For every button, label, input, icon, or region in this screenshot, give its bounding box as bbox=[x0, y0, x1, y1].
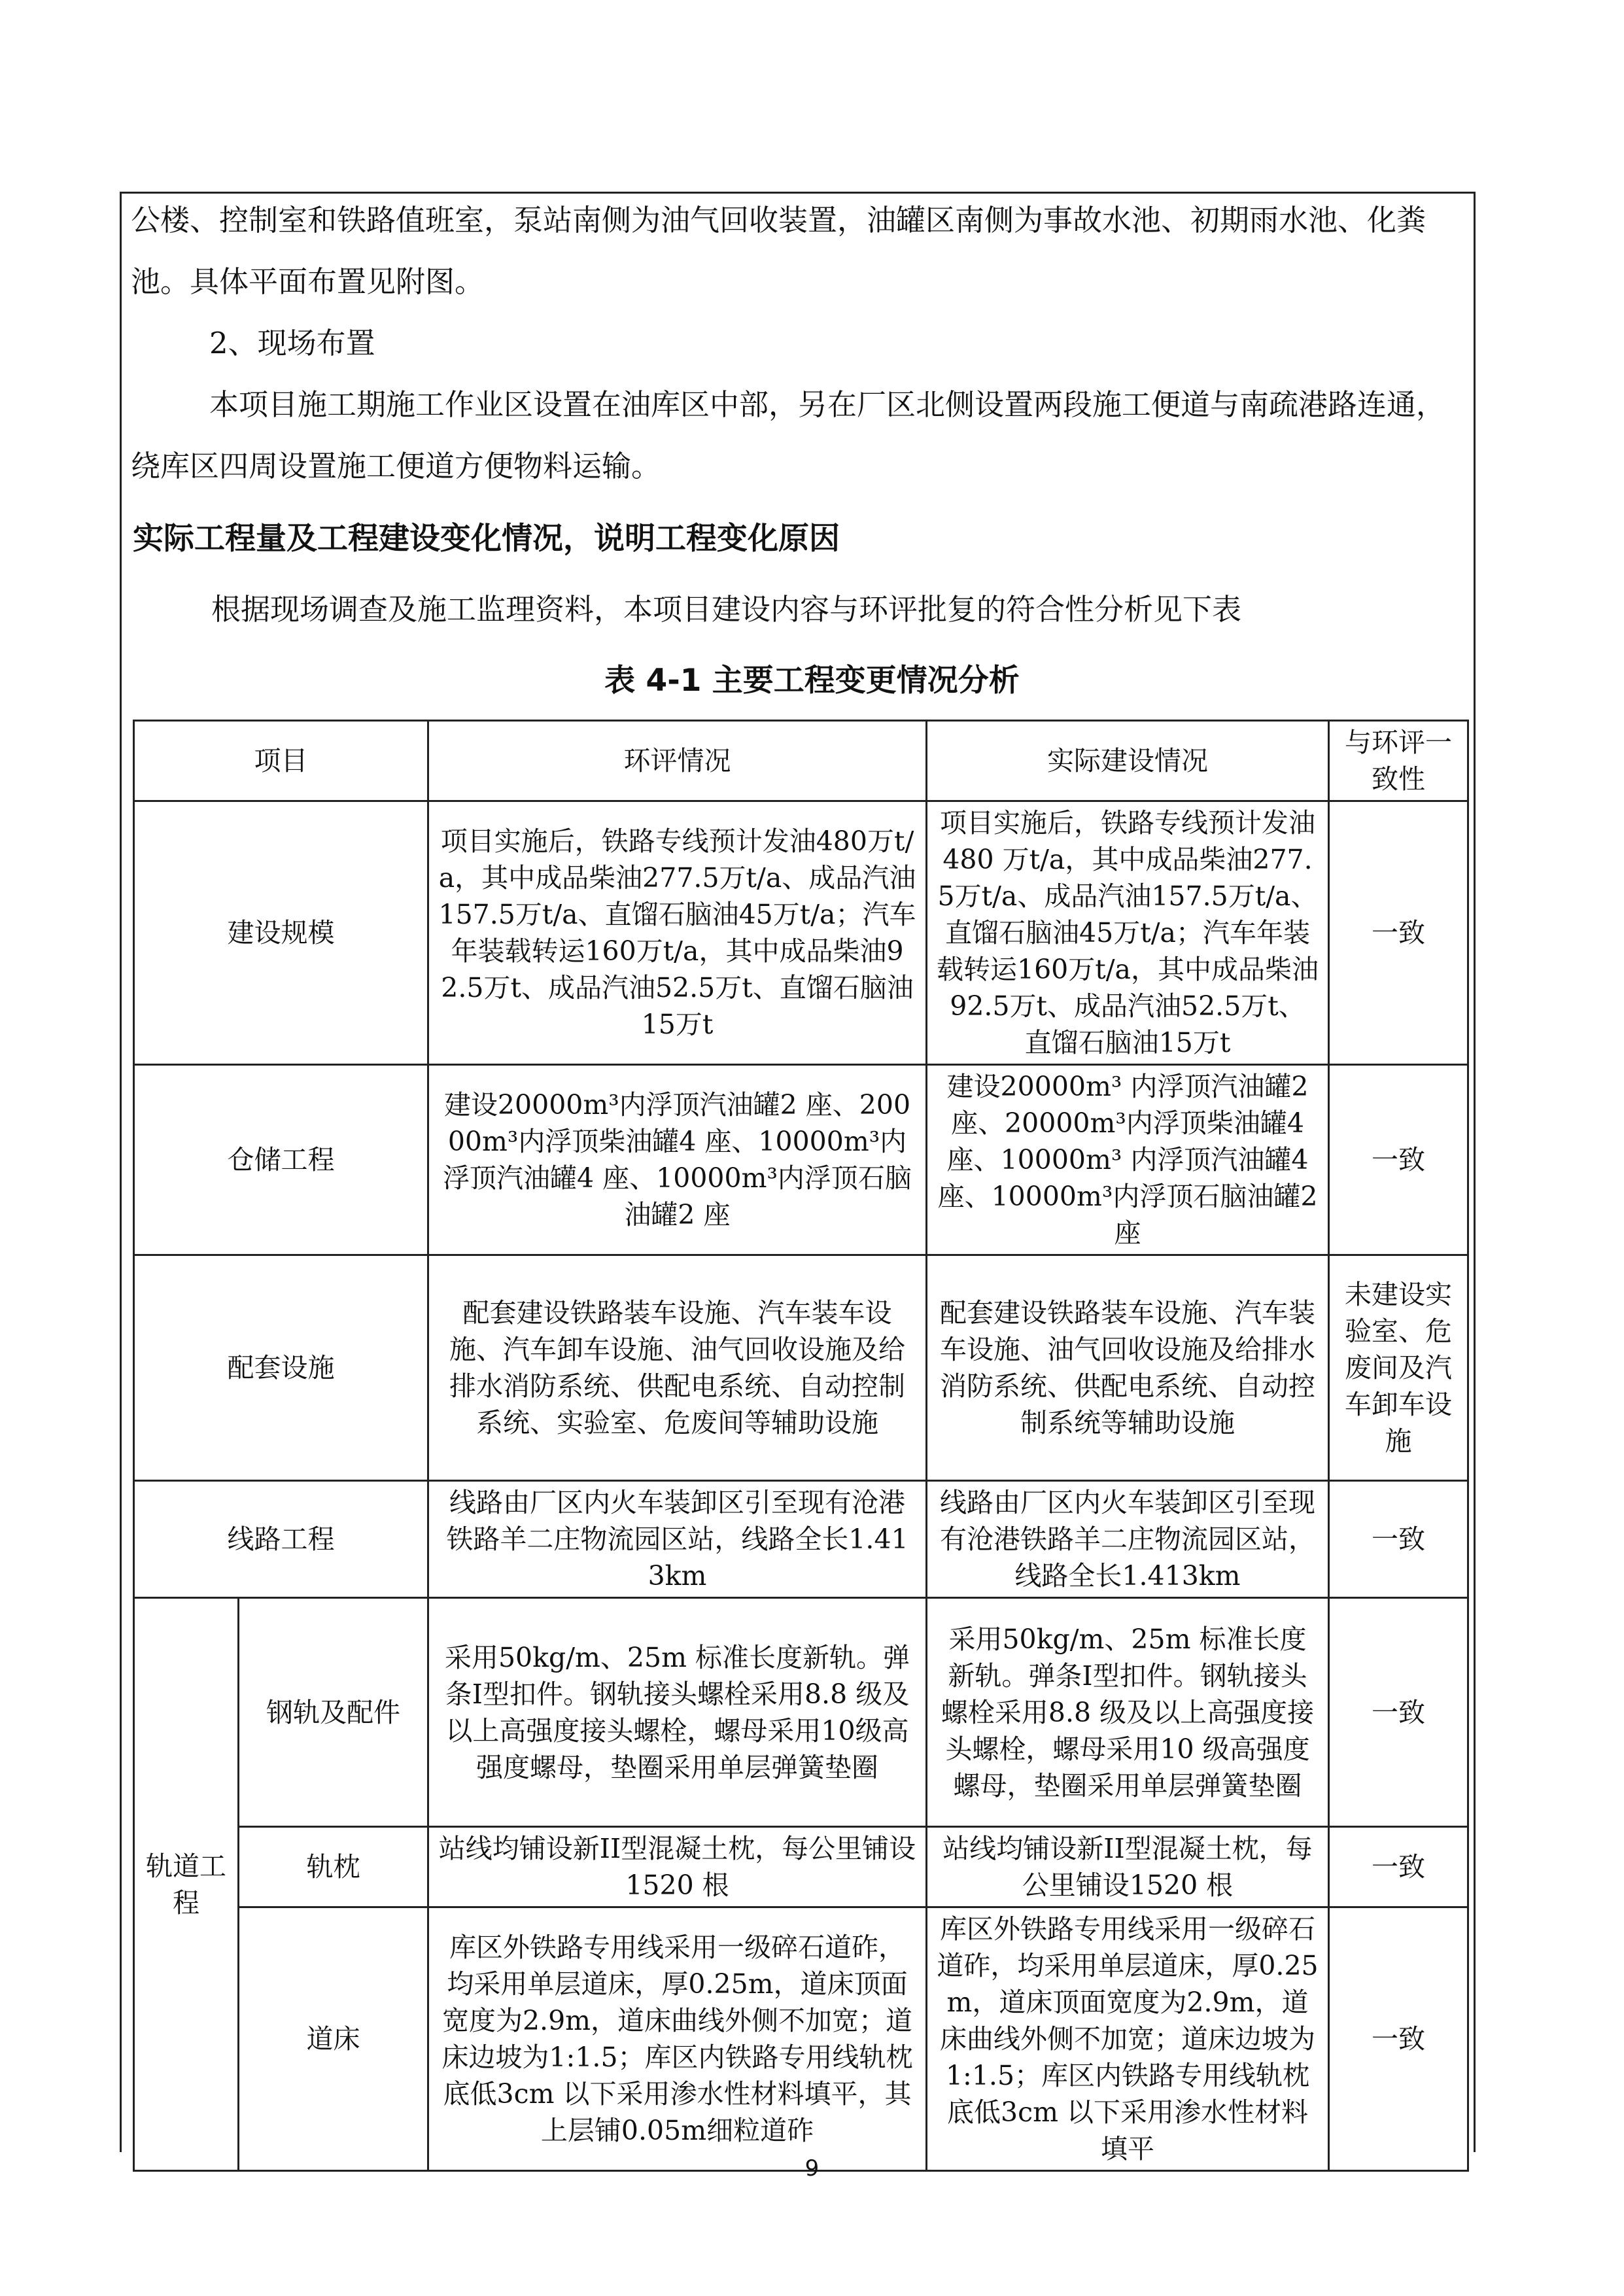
page-number: 9 bbox=[804, 2155, 820, 2182]
row-eia: 库区外铁路专用线采用一级碎石道砟，均采用单层道床，厚0.25m，道床顶面宽度为2.9m，道床曲线外侧不加宽；道床边坡为1:1.5；库区内铁路专用线轨枕底低3cm 以下采用渗水性材料填平，其上层铺0.05m细粒道砟 bbox=[428, 1907, 927, 2171]
row-item: 道床 bbox=[239, 1907, 428, 2171]
row-eia: 配套建设铁路装车设施、汽车装车设施、汽车卸车设施、油气回收设施及给排水消防系统、供配电系统、自动控制系统、实验室、危废间等辅助设施 bbox=[428, 1255, 927, 1481]
row-eia: 项目实施后，铁路专线预计发油480万t/a，其中成品柴油277.5万t/a、成品汽油157.5万t/a、直馏石脑油45万t/a；汽车年装载转运160万t/a，其中成品柴油92.5万t、成品汽油52.5万t、直馏石脑油15万t bbox=[428, 801, 927, 1065]
table-row bbox=[134, 1907, 1468, 2171]
section-heading: 实际工程量及工程建设变化情况，说明工程变化原因 bbox=[133, 521, 840, 557]
row-item: 配套设施 bbox=[134, 1255, 428, 1481]
row-item: 线路工程 bbox=[134, 1481, 428, 1598]
table-row bbox=[134, 1481, 1468, 1598]
row-consistency: 未建设实验室、危废间及汽车卸车设施 bbox=[1329, 1255, 1468, 1481]
row-consistency: 一致 bbox=[1329, 1065, 1468, 1255]
row-consistency: 一致 bbox=[1329, 1907, 1468, 2171]
row-consistency: 一致 bbox=[1329, 1481, 1468, 1598]
row-actual: 项目实施后，铁路专线预计发油480 万t/a，其中成品柴油277.5万t/a、成品汽油157.5万t/a、直馏石脑油45万t/a；汽车年装载转运160万t/a，其中成品柴油92.5万t、成品汽油52.5万t、直馏石脑油15万t bbox=[927, 801, 1329, 1065]
row-consistency: 一致 bbox=[1329, 1598, 1468, 1827]
header-eia: 环评情况 bbox=[428, 721, 927, 801]
row-actual: 线路由厂区内火车装卸区引至现有沧港铁路羊二庄物流园区站，线路全长1.413km bbox=[927, 1481, 1329, 1598]
row-eia: 建设20000m³内浮顶汽油罐2 座、20000m³内浮顶柴油罐4 座、10000m³内浮顶汽油罐4 座、10000m³内浮顶石脑油罐2 座 bbox=[428, 1065, 927, 1255]
table-caption: 表 4-1 主要工程变更情况分析 bbox=[604, 663, 1020, 699]
row-item: 仓储工程 bbox=[134, 1065, 428, 1255]
table-row bbox=[134, 1255, 1468, 1481]
table-row bbox=[134, 1598, 1468, 1827]
row-item: 建设规模 bbox=[134, 801, 428, 1065]
intro-item-2: 2、现场布置 bbox=[209, 326, 375, 360]
row-consistency: 一致 bbox=[1329, 801, 1468, 1065]
intro-block bbox=[131, 190, 1465, 497]
header-consistency: 与环评一致性 bbox=[1329, 721, 1468, 801]
table-row bbox=[134, 1065, 1468, 1255]
row-consistency: 一致 bbox=[1329, 1827, 1468, 1907]
row-eia: 线路由厂区内火车装卸区引至现有沧港铁路羊二庄物流园区站，线路全长1.413km bbox=[428, 1481, 927, 1598]
table-header-row bbox=[134, 721, 1468, 801]
row-item: 钢轨及配件 bbox=[239, 1598, 428, 1827]
header-item: 项目 bbox=[134, 721, 428, 801]
header-actual: 实际建设情况 bbox=[927, 721, 1329, 801]
track-group-label: 轨道工程 bbox=[134, 1598, 239, 2171]
lead-text: 根据现场调查及施工监理资料，本项目建设内容与环评批复的符合性分析见下表 bbox=[211, 592, 1242, 627]
table-row bbox=[134, 801, 1468, 1065]
row-actual: 站线均铺设新II型混凝土枕，每公里铺设1520 根 bbox=[927, 1827, 1329, 1907]
row-actual: 配套建设铁路装车设施、汽车装车设施、油气回收设施及给排水消防系统、供配电系统、自动控制系统等辅助设施 bbox=[927, 1255, 1329, 1481]
intro-paragraph-1: 公楼、控制室和铁路值班室，泵站南侧为油气回收装置，油罐区南侧为事故水池、初期雨水池、化粪池。具体平面布置见附图。 bbox=[131, 203, 1426, 299]
intro-paragraph-2: 本项目施工期施工作业区设置在油库区中部，另在厂区北侧设置两段施工便道与南疏港路连通，绕库区四周设置施工便道方便物料运输。 bbox=[131, 387, 1446, 483]
change-analysis-table bbox=[133, 720, 1469, 2172]
row-actual: 建设20000m³ 内浮顶汽油罐2座、20000m³内浮顶柴油罐4座、10000m³ 内浮顶汽油罐4座、10000m³内浮顶石脑油罐2座 bbox=[927, 1065, 1329, 1255]
row-actual: 库区外铁路专用线采用一级碎石道砟，均采用单层道床，厚0.25m，道床顶面宽度为2.9m，道床曲线外侧不加宽；道床边坡为1:1.5；库区内铁路专用线轨枕底低3cm 以下采用渗水性材料填平 bbox=[927, 1907, 1329, 2171]
row-eia: 采用50kg/m、25m 标准长度新轨。弹条I型扣件。钢轨接头螺栓采用8.8 级及以上高强度接头螺栓，螺母采用10级高强度螺母，垫圈采用单层弹簧垫圈 bbox=[428, 1598, 927, 1827]
row-actual: 采用50kg/m、25m 标准长度新轨。弹条I型扣件。钢轨接头螺栓采用8.8 级及以上高强度接头螺栓，螺母采用10 级高强度螺母，垫圈采用单层弹簧垫圈 bbox=[927, 1598, 1329, 1827]
row-eia: 站线均铺设新II型混凝土枕，每公里铺设1520 根 bbox=[428, 1827, 927, 1907]
row-item: 轨枕 bbox=[239, 1827, 428, 1907]
table-row bbox=[134, 1827, 1468, 1907]
